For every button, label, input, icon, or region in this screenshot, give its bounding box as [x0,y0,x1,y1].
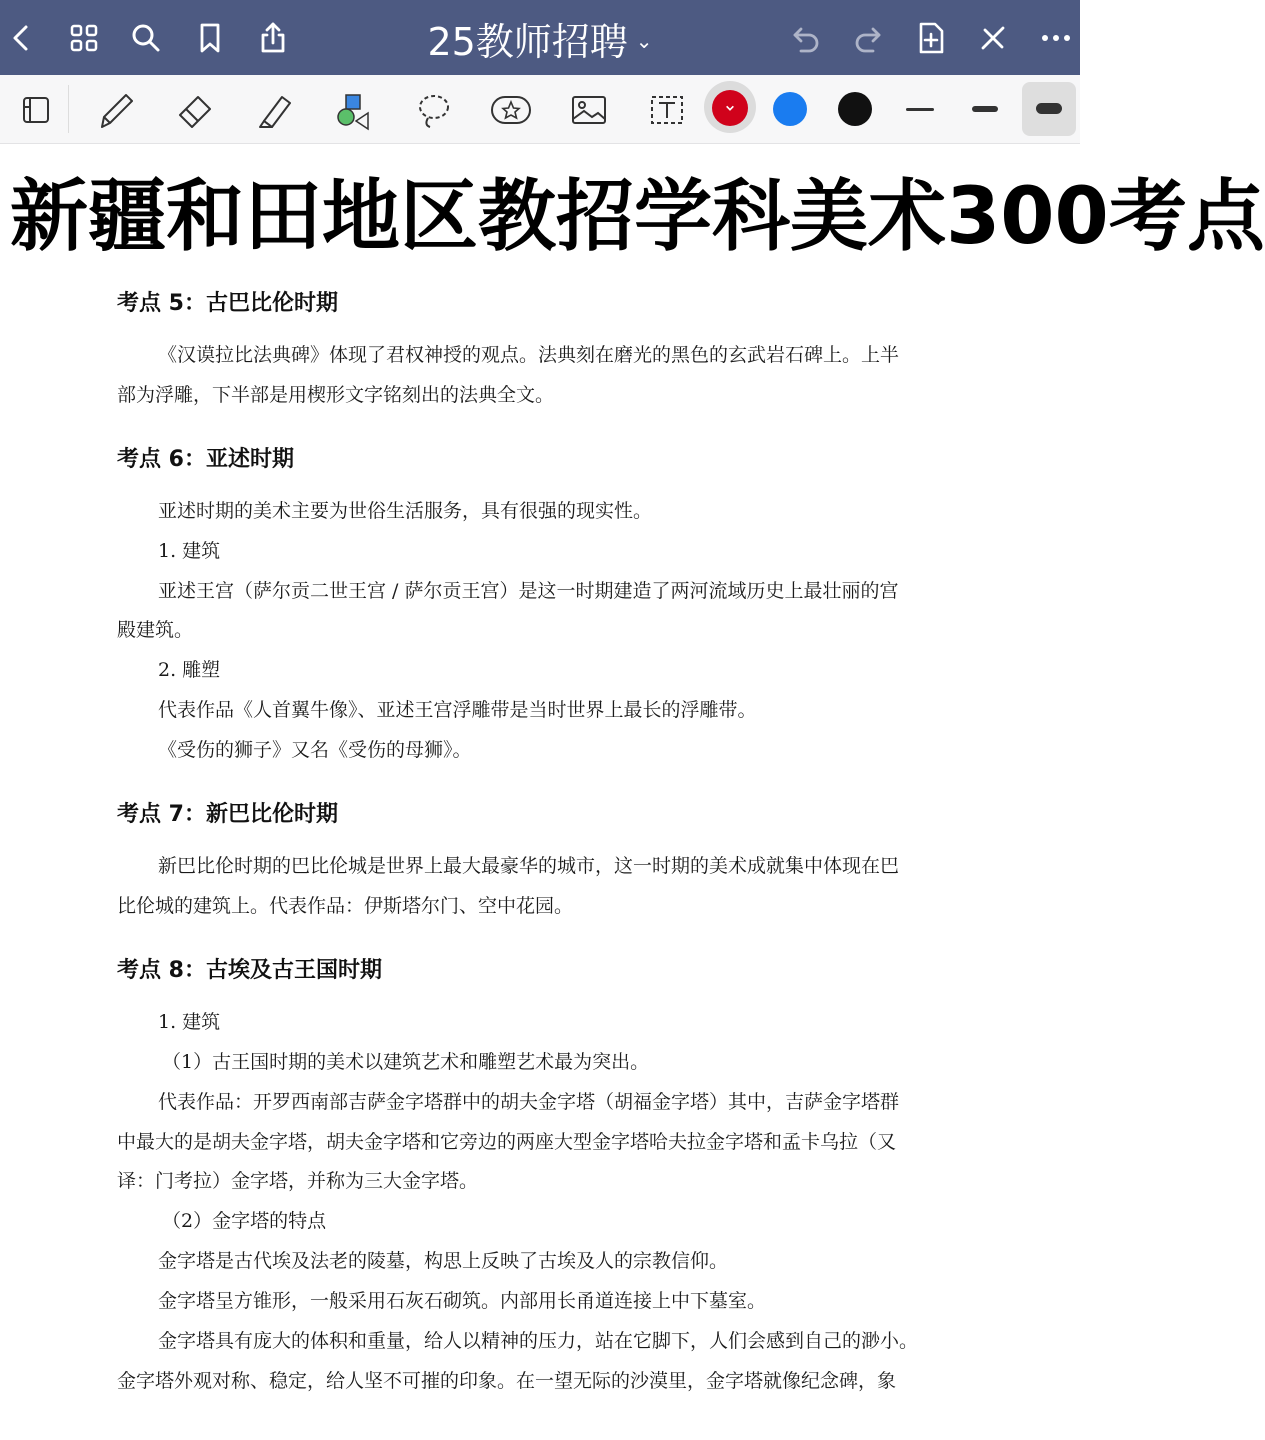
pen-icon[interactable] [92,85,142,135]
highlighter-icon[interactable] [250,85,300,135]
paragraph-line: 比伦城的建筑上。代表作品：伊斯塔尔门、空中花园。 [117,895,574,917]
bookmark-icon[interactable] [190,18,230,58]
chevron-down-icon [725,103,735,113]
chevron-down-icon: ⌄ [635,29,653,53]
document-title: 25教师招聘 [427,19,628,64]
paragraph-line: 代表作品：开罗西南部吉萨金字塔群中的胡夫金字塔（胡福金字塔）其中，吉萨金字塔群 [158,1091,900,1113]
image-icon[interactable] [564,85,614,135]
paragraph-line: 中最大的是胡夫金字塔，胡夫金字塔和它旁边的两座大型金字塔哈夫拉金字塔和孟卡乌拉（又 [117,1131,897,1153]
paragraph-line: 《汉谟拉比法典碑》体现了君权神授的观点。法典刻在磨光的黑色的玄武岩石碑上。上半 [158,344,900,366]
document-heading: 新疆和田地区教招学科美术300考点 [10,172,1265,262]
paragraph-line: 1. 建筑 [158,1011,221,1033]
section-heading: 考点 6：亚述时期 [117,447,294,472]
paragraph-line: 代表作品《人首翼牛像》、亚述王宫浮雕带是当时世界上最长的浮雕带。 [158,699,757,721]
undo-icon[interactable] [786,18,826,58]
paragraph-line: （1）古王国时期的美术以建筑艺术和雕塑艺术最为突出。 [162,1051,650,1073]
paragraph-line: 2. 雕塑 [158,659,221,681]
add-page-icon[interactable] [911,18,951,58]
paragraph-line: 金字塔具有庞大的体积和重量，给人以精神的压力，站在它脚下，人们会感到自己的渺小。 [158,1330,919,1352]
lasso-icon[interactable] [408,85,458,135]
top-bar [0,0,1080,75]
paragraph-line: 译：门考拉）金字塔，并称为三大金字塔。 [117,1170,479,1192]
toolbar-divider [68,85,69,133]
color-blue-swatch[interactable] [773,92,807,126]
color-black-swatch[interactable] [838,92,872,126]
paragraph-line: 1. 建筑 [158,540,221,562]
stroke-thin[interactable] [906,108,934,111]
eraser-icon[interactable] [170,85,220,135]
shapes-icon[interactable] [328,85,378,135]
section-heading: 考点 5：古巴比伦时期 [117,291,338,316]
paragraph-line: （2）金字塔的特点 [162,1210,327,1232]
sticker-icon[interactable] [486,85,536,135]
paragraph-line: 部为浮雕，下半部是用楔形文字铭刻出的法典全文。 [117,384,555,406]
stroke-medium[interactable] [972,106,998,112]
color-red-swatch[interactable] [712,90,748,126]
paragraph-line: 殿建筑。 [117,619,194,641]
paragraph-line: 金字塔是古代埃及法老的陵墓，构思上反映了古埃及人的宗教信仰。 [158,1250,729,1272]
grid-view-icon[interactable] [64,18,104,58]
paragraph-line: 亚述时期的美术主要为世俗生活服务，具有很强的现实性。 [158,500,653,522]
back-icon[interactable] [2,18,42,58]
section-heading: 考点 8：古埃及古王国时期 [117,958,382,983]
search-icon[interactable] [126,18,166,58]
document-title-menu[interactable] [340,10,740,66]
paragraph-line: 金字塔外观对称、稳定，给人坚不可摧的印象。在一望无际的沙漠里，金字塔就像纪念碑，象 [117,1370,897,1392]
stroke-thick[interactable] [1036,103,1062,114]
paragraph-line: 亚述王宫（萨尔贡二世王宫 / 萨尔贡王宫）是这一时期建造了两河流域历史上最壮丽的宫 [158,580,899,602]
paragraph-line: 新巴比伦时期的巴比伦城是世界上最大最豪华的城市，这一时期的美术成就集中体现在巴 [158,855,900,877]
section-heading: 考点 7：新巴比伦时期 [117,802,338,827]
paragraph-line: 金字塔呈方锥形，一般采用石灰石砌筑。内部用长甬道连接上中下墓室。 [158,1290,767,1312]
drawing-toolbar [0,75,1080,144]
more-icon[interactable] [1036,18,1076,58]
close-pen-icon[interactable] [973,18,1013,58]
read-mode-icon[interactable] [12,85,62,135]
redo-icon[interactable] [848,18,888,58]
paragraph-line: 《受伤的狮子》又名《受伤的母狮》。 [158,739,472,761]
document-page [0,144,1265,1440]
text-box-icon[interactable] [642,85,692,135]
share-icon[interactable] [253,18,293,58]
